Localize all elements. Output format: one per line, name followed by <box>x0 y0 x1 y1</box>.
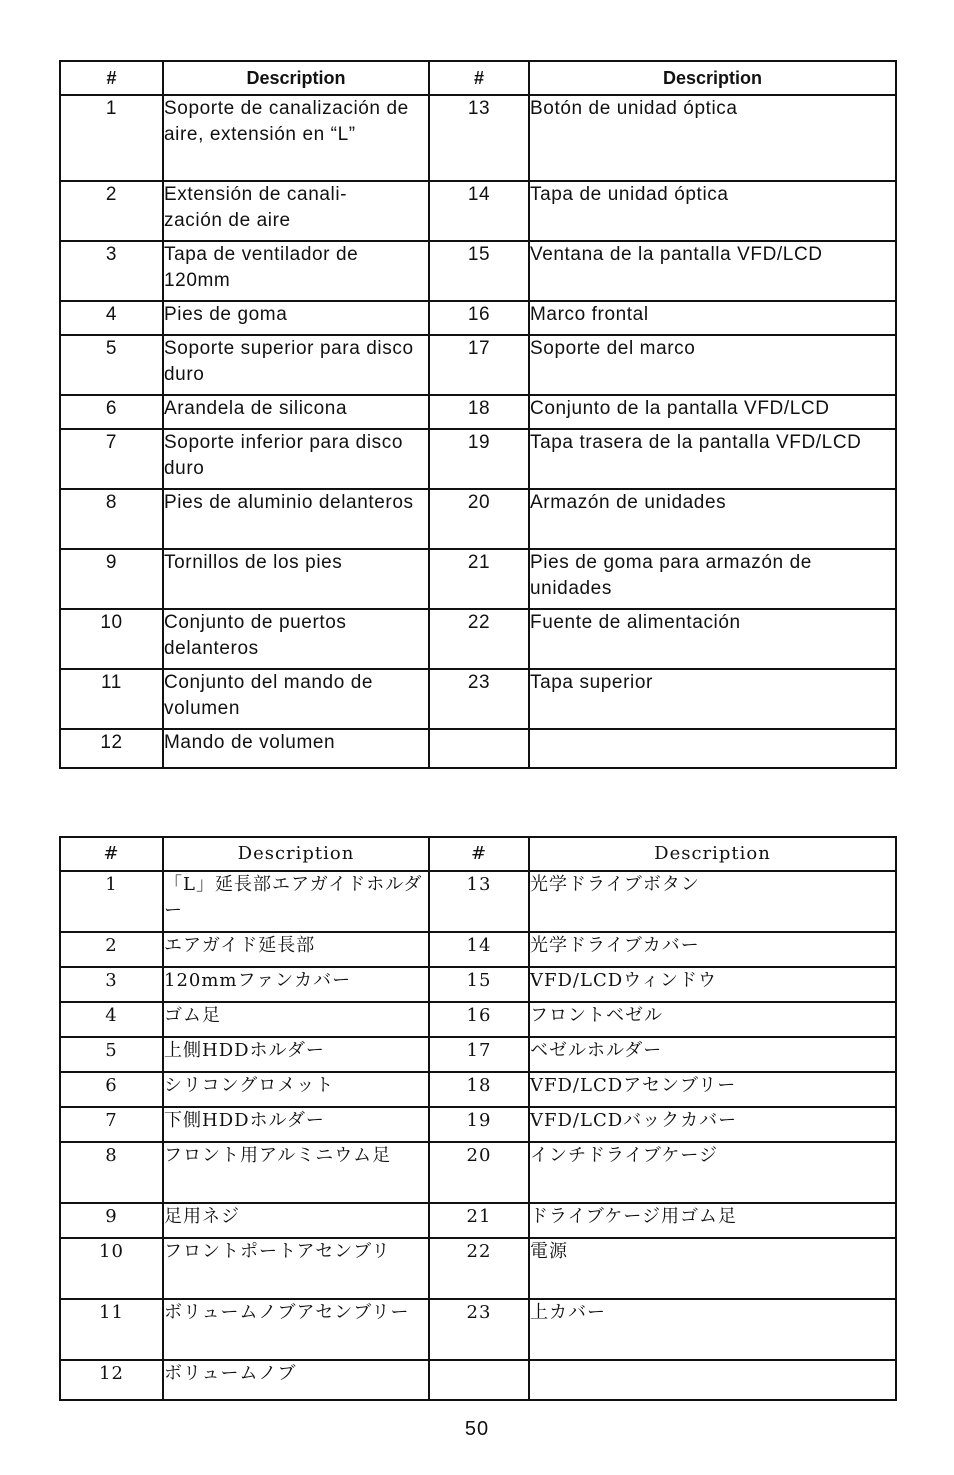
part-number: 19 <box>429 429 529 489</box>
header-description: Description <box>529 837 896 871</box>
part-description: ドライブケージ用ゴム足 <box>529 1203 896 1238</box>
part-description: 120mmファンカバー <box>163 967 429 1002</box>
part-number: 9 <box>60 549 163 609</box>
table-row <box>60 1203 896 1238</box>
table-row <box>60 967 896 1002</box>
table-row <box>60 1360 896 1400</box>
part-description: Soporte inferior para disco duro <box>163 429 429 489</box>
part-number: 2 <box>60 932 163 967</box>
table-row <box>60 871 896 932</box>
part-description: Armazón de unidades <box>529 489 896 549</box>
part-description: Pies de goma <box>163 301 429 335</box>
part-number: 21 <box>429 1203 529 1238</box>
part-number: 4 <box>60 301 163 335</box>
part-description: フロントベゼル <box>529 1002 896 1037</box>
part-description: Botón de unidad óptica <box>529 95 896 181</box>
part-number: 11 <box>60 669 163 729</box>
part-description: 下側HDDホルダー <box>163 1107 429 1142</box>
header-number: # <box>60 837 163 871</box>
part-number: 21 <box>429 549 529 609</box>
table-row <box>60 489 896 549</box>
header-description: Description <box>163 61 429 95</box>
part-description: VFD/LCDバックカバー <box>529 1107 896 1142</box>
part-number: 16 <box>429 301 529 335</box>
part-number: 7 <box>60 429 163 489</box>
part-number: 19 <box>429 1107 529 1142</box>
part-description <box>529 1360 896 1400</box>
table-row <box>60 1107 896 1142</box>
part-number: 14 <box>429 932 529 967</box>
part-number: 10 <box>60 609 163 669</box>
table-row <box>60 1072 896 1107</box>
part-number: 7 <box>60 1107 163 1142</box>
part-description: ボリュームノブアセンブリー <box>163 1299 429 1360</box>
table-row <box>60 241 896 301</box>
header-description: Description <box>163 837 429 871</box>
part-description: Soporte superior para disco duro <box>163 335 429 395</box>
part-description <box>529 729 896 768</box>
part-number: 14 <box>429 181 529 241</box>
part-description: 光学ドライブボタン <box>529 871 896 932</box>
part-description: Soporte del marco <box>529 335 896 395</box>
part-number: 6 <box>60 1072 163 1107</box>
part-number: 18 <box>429 1072 529 1107</box>
table-row <box>60 395 896 429</box>
part-description: Mando de volumen <box>163 729 429 768</box>
header-description: Description <box>529 61 896 95</box>
part-description: 足用ネジ <box>163 1203 429 1238</box>
part-number: 1 <box>60 95 163 181</box>
part-number: 5 <box>60 1037 163 1072</box>
table-row <box>60 932 896 967</box>
part-description: 「L」延長部エアガイドホルダー <box>163 871 429 932</box>
part-number: 6 <box>60 395 163 429</box>
part-number: 18 <box>429 395 529 429</box>
part-description: VFD/LCDアセンブリー <box>529 1072 896 1107</box>
part-description <box>163 181 429 241</box>
page-number: 50 <box>464 1418 490 1440</box>
part-number: 12 <box>60 1360 163 1400</box>
part-description: Tapa trasera de la pantalla VFD/LCD <box>529 429 896 489</box>
table-row <box>60 1037 896 1072</box>
part-description: VFD/LCDウィンドウ <box>529 967 896 1002</box>
part-description: Ventana de la pantalla VFD/LCD <box>529 241 896 301</box>
part-description: Marco frontal <box>529 301 896 335</box>
part-description: ベゼルホルダー <box>529 1037 896 1072</box>
part-description: Tornillos de los pies <box>163 549 429 609</box>
table-row <box>60 1142 896 1203</box>
table-row <box>60 609 896 669</box>
part-description: Conjunto de puertos delanteros <box>163 609 429 669</box>
table-row <box>60 301 896 335</box>
part-number: 12 <box>60 729 163 768</box>
part-number: 23 <box>429 669 529 729</box>
part-number: 8 <box>60 489 163 549</box>
part-number: 11 <box>60 1299 163 1360</box>
part-number <box>429 1360 529 1400</box>
part-number: 16 <box>429 1002 529 1037</box>
table-row <box>60 1299 896 1360</box>
part-number: 13 <box>429 871 529 932</box>
part-description: 上側HDDホルダー <box>163 1037 429 1072</box>
part-description: Pies de goma para armazón de unidades <box>529 549 896 609</box>
part-number: 15 <box>429 967 529 1002</box>
table-row <box>60 335 896 395</box>
part-description: Tapa superior <box>529 669 896 729</box>
table-row <box>60 95 896 181</box>
part-description: 光学ドライブカバー <box>529 932 896 967</box>
table-row <box>60 429 896 489</box>
table-row <box>60 1238 896 1299</box>
table-header-row <box>60 837 896 871</box>
part-number: 10 <box>60 1238 163 1299</box>
part-number: 8 <box>60 1142 163 1203</box>
part-description: Conjunto de la pantalla VFD/LCD <box>529 395 896 429</box>
part-description: インチドライブケージ <box>529 1142 896 1203</box>
parts-table-japanese <box>59 836 897 1401</box>
header-number: # <box>429 61 529 95</box>
part-description: Conjunto del mando de volumen <box>163 669 429 729</box>
part-number: 3 <box>60 241 163 301</box>
part-number: 9 <box>60 1203 163 1238</box>
table-row <box>60 729 896 768</box>
table-row <box>60 181 896 241</box>
part-number: 15 <box>429 241 529 301</box>
part-number: 17 <box>429 335 529 395</box>
part-number: 5 <box>60 335 163 395</box>
part-number: 13 <box>429 95 529 181</box>
table-row <box>60 1002 896 1037</box>
table-row <box>60 549 896 609</box>
part-number: 20 <box>429 1142 529 1203</box>
part-description-line: Extensión de canali- zación de aire <box>164 184 348 231</box>
part-description: Tapa de ventilador de 120mm <box>163 241 429 301</box>
part-number: 17 <box>429 1037 529 1072</box>
part-description: シリコングロメット <box>163 1072 429 1107</box>
part-description: Tapa de unidad óptica <box>529 181 896 241</box>
part-description: 電源 <box>529 1238 896 1299</box>
part-number: 3 <box>60 967 163 1002</box>
table-row <box>60 669 896 729</box>
part-description: ボリュームノブ <box>163 1360 429 1400</box>
table-header-row <box>60 61 896 95</box>
part-number: 20 <box>429 489 529 549</box>
part-description: ゴム足 <box>163 1002 429 1037</box>
part-description: フロントポートアセンブリ <box>163 1238 429 1299</box>
part-number: 2 <box>60 181 163 241</box>
header-number: # <box>429 837 529 871</box>
part-description: Soporte de canalización de aire, extensión en “L” <box>163 95 429 181</box>
part-number: 1 <box>60 871 163 932</box>
part-number: 4 <box>60 1002 163 1037</box>
header-number: # <box>60 61 163 95</box>
part-number: 23 <box>429 1299 529 1360</box>
parts-table-spanish <box>59 60 897 769</box>
part-description: 上カバー <box>529 1299 896 1360</box>
part-description: Arandela de silicona <box>163 395 429 429</box>
part-description: フロント用アルミニウム足 <box>163 1142 429 1203</box>
part-description: Fuente de alimentación <box>529 609 896 669</box>
part-description: エアガイド延長部 <box>163 932 429 967</box>
part-description: Pies de aluminio delanteros <box>163 489 429 549</box>
part-number <box>429 729 529 768</box>
part-number: 22 <box>429 1238 529 1299</box>
part-number: 22 <box>429 609 529 669</box>
